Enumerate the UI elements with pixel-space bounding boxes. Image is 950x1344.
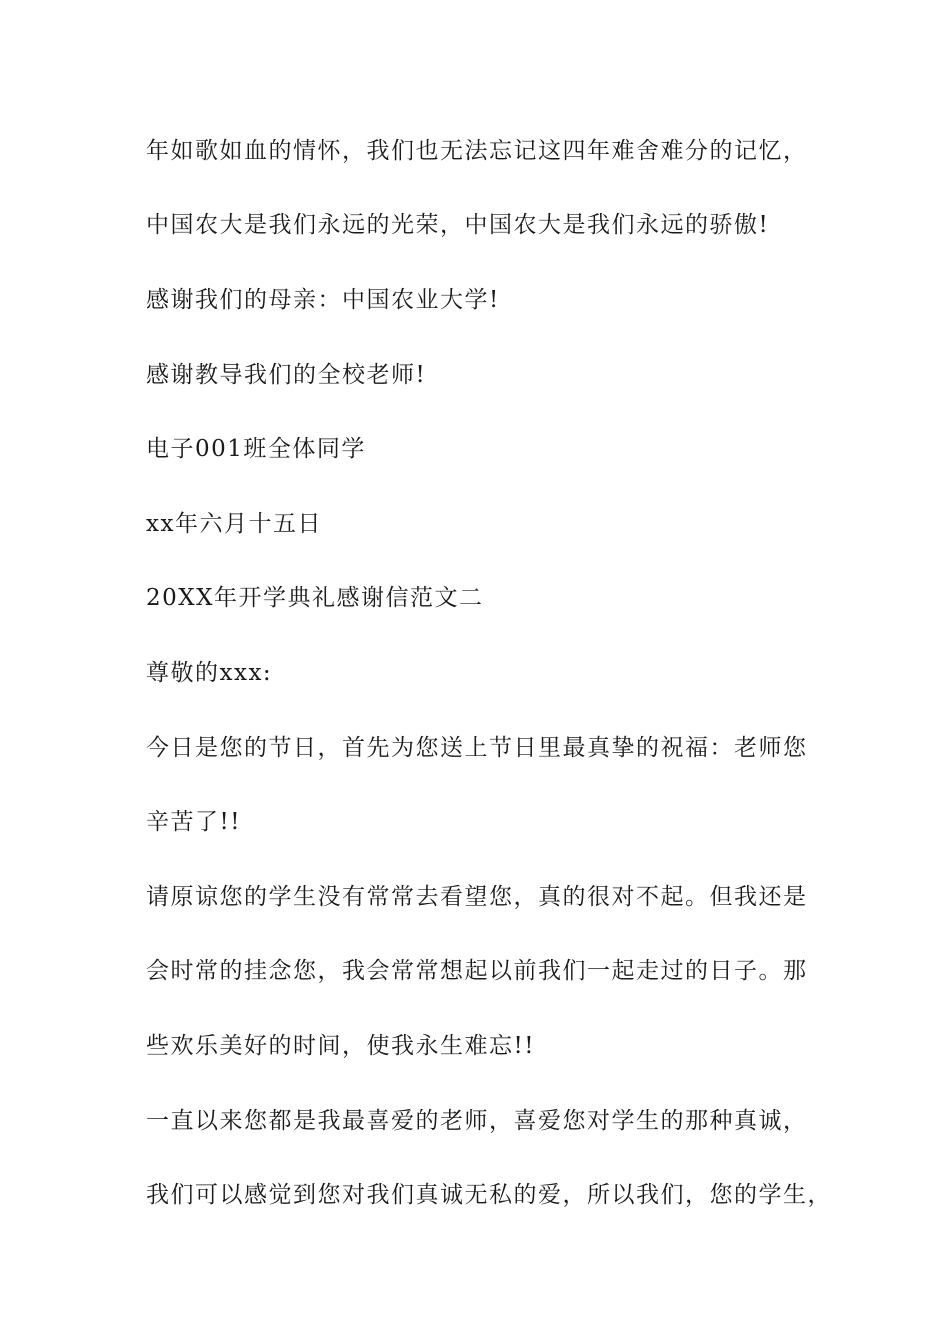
text-line: 我们可以感觉到您对我们真诚无私的爱，所以我们，您的学生， <box>146 1182 832 1208</box>
text-line: 中国农大是我们永远的光荣，中国农大是我们永远的骄傲! <box>146 212 770 238</box>
text-line: 今日是您的节日，首先为您送上节日里最真挚的祝福：老师您 <box>146 735 808 761</box>
text-line: 请原谅您的学生没有常常去看望您，真的很对不起。但我还是 <box>146 884 808 910</box>
text-line: 辛苦了!! <box>146 809 241 835</box>
text-line: 感谢教导我们的全校老师! <box>146 362 427 388</box>
text-line: 些欢乐美好的时间，使我永生难忘!! <box>146 1033 535 1059</box>
section-title: 20XX年开学典礼感谢信范文二 <box>146 585 484 611</box>
text-line: 会时常的挂念您，我会常常想起以前我们一起走过的日子。那 <box>146 958 808 984</box>
text-line: 感谢我们的母亲：中国农业大学! <box>146 287 500 313</box>
signature-line: 电子001班全体同学 <box>146 436 366 462</box>
text-line: 年如歌如血的情怀，我们也无法忘记这四年难舍难分的记忆， <box>146 138 808 164</box>
text-line: 一直以来您都是我最喜爱的老师，喜爱您对学生的那种真诚， <box>146 1108 808 1134</box>
salutation: 尊敬的xxx: <box>146 660 273 686</box>
date-line: xx年六月十五日 <box>146 511 322 537</box>
